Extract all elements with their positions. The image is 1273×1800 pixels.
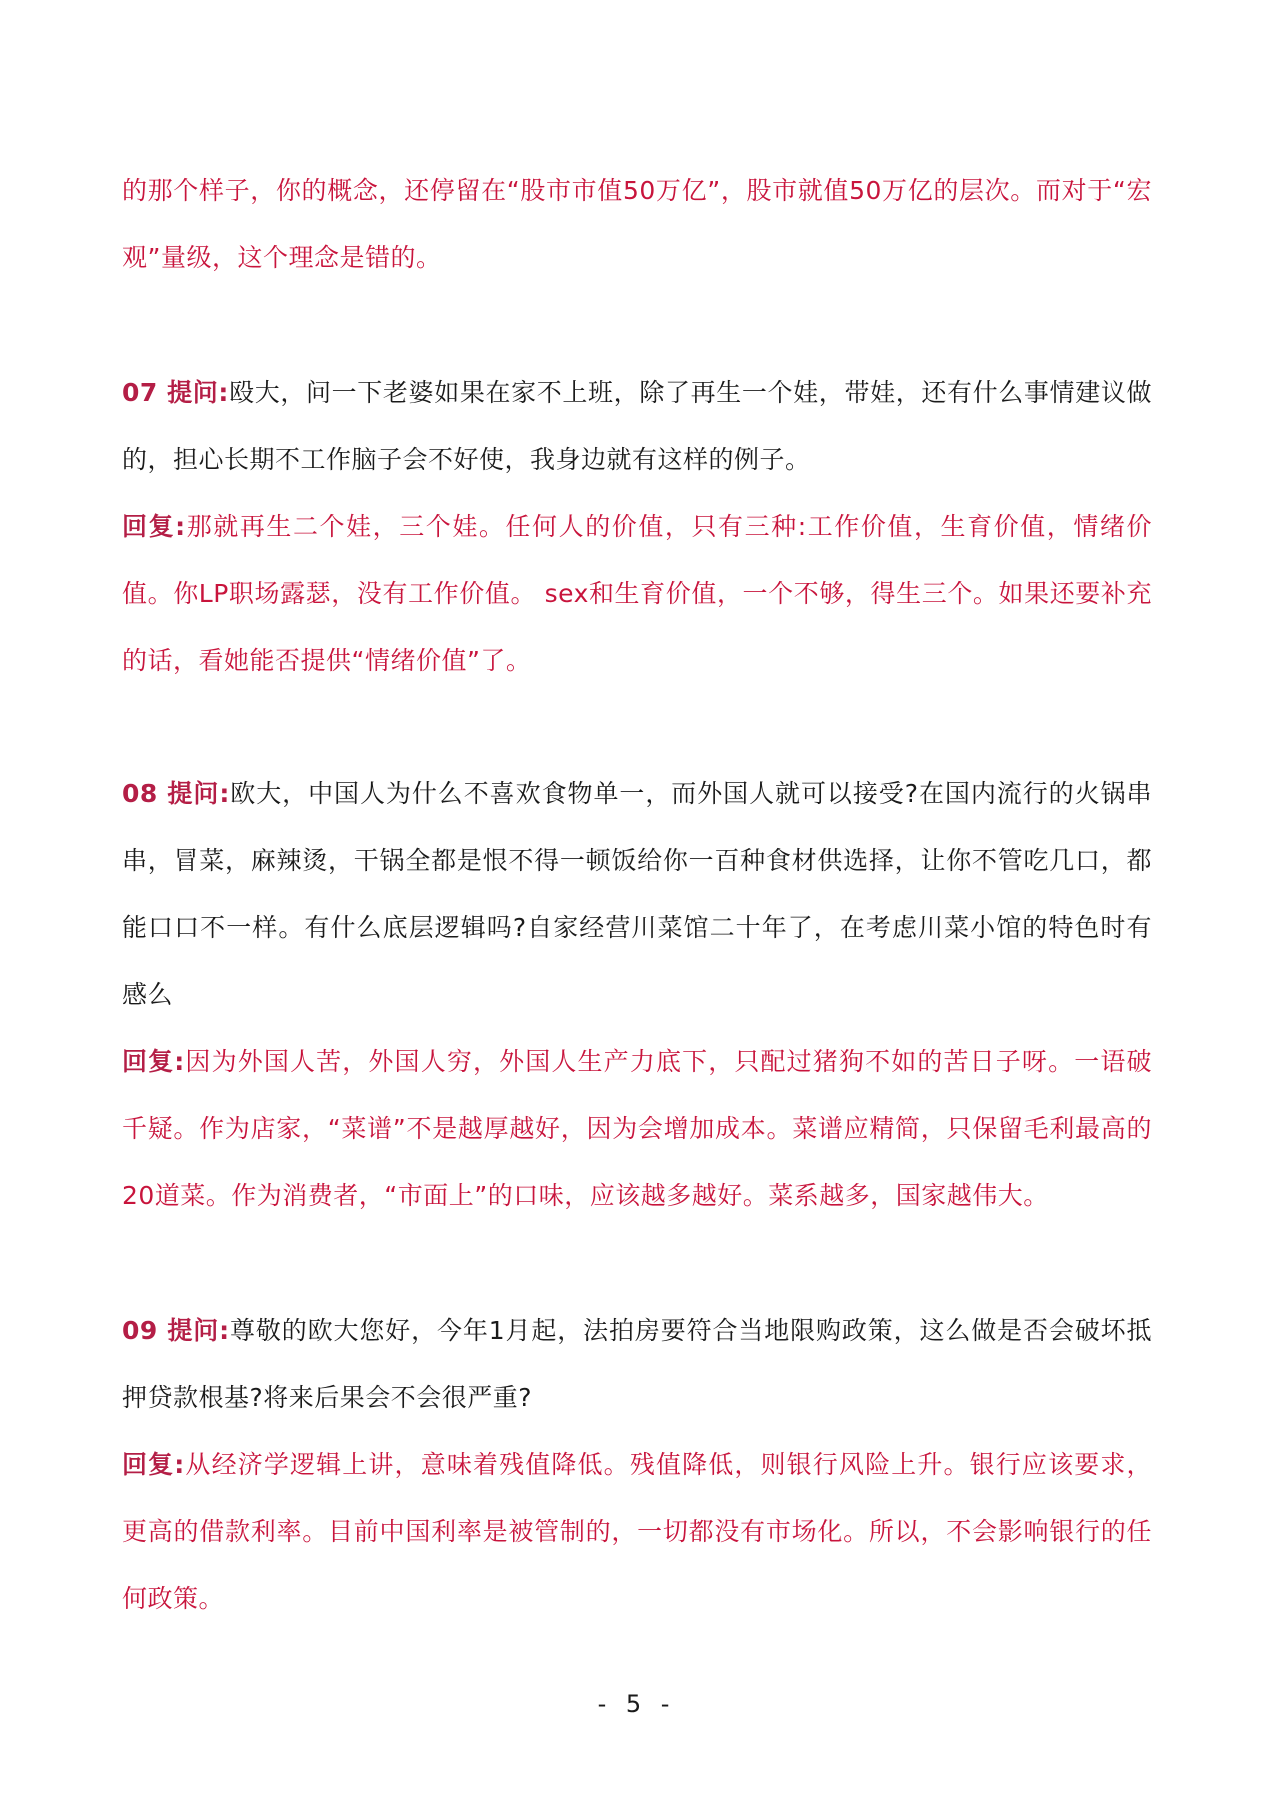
question-paragraph bbox=[122, 359, 1152, 493]
page-number: - 5 - bbox=[597, 1690, 676, 1718]
reply-text: 那就再生二个娃，三个娃。任何人的价值，只有三种:工作价值，生育价值，情绪价值。你LP职场露瑟，没有工作价值。 sex和生育价值，一个不够，得生三个。如果还要补充的话，看她能否提供“情绪价值”了。 bbox=[122, 512, 1152, 675]
intro-paragraph-block bbox=[122, 157, 1152, 291]
qa-item-09 bbox=[122, 1297, 1152, 1632]
reply-paragraph bbox=[122, 493, 1152, 694]
qa-item-08 bbox=[122, 760, 1152, 1229]
question-text: 欧大，中国人为什么不喜欢食物单一，而外国人就可以接受?在国内流行的火锅串串，冒菜，麻辣烫，干锅全都是恨不得一顿饭给你一百种食材供选择，让你不管吃几口，都能口口不一样。有什么底层逻辑吗?自家经营川菜馆二十年了，在考虑川菜小馆的特色时有感么 bbox=[122, 779, 1152, 1009]
reply-text: 从经济学逻辑上讲，意味着残值降低。残值降低，则银行风险上升。银行应该要求，更高的借款利率。目前中国利率是被管制的，一切都没有市场化。所以，不会影响银行的任何政策。 bbox=[122, 1450, 1152, 1613]
question-text: 殴大，问一下老婆如果在家不上班，除了再生一个娃，带娃，还有什么事情建议做的，担心长期不工作脑子会不好使，我身边就有这样的例子。 bbox=[122, 378, 1152, 474]
reply-paragraph bbox=[122, 1028, 1152, 1229]
question-paragraph bbox=[122, 1297, 1152, 1431]
reply-label: 回复: bbox=[122, 1450, 185, 1479]
reply-paragraph bbox=[122, 1431, 1152, 1632]
question-label: 07 提问: bbox=[122, 378, 229, 407]
question-text: 尊敬的欧大您好，今年1月起，法拍房要符合当地限购政策，这么做是否会破坏抵押贷款根基?将来后果会不会很严重? bbox=[122, 1316, 1152, 1412]
qa-item-07 bbox=[122, 359, 1152, 694]
question-label: 08 提问: bbox=[122, 779, 230, 808]
intro-paragraph: 的那个样子，你的概念，还停留在“股市市值50万亿”，股市就值50万亿的层次。而对于“宏观”量级，这个理念是错的。 bbox=[122, 176, 1152, 272]
reply-label: 回复: bbox=[122, 512, 186, 541]
reply-text: 因为外国人苦，外国人穷，外国人生产力底下，只配过猪狗不如的苦日子呀。一语破千疑。作为店家，“菜谱”不是越厚越好，因为会增加成本。菜谱应精简，只保留毛利最高的20道菜。作为消费者，“市面上”的口味，应该越多越好。菜系越多，国家越伟大。 bbox=[122, 1047, 1152, 1210]
question-label: 09 提问: bbox=[122, 1316, 230, 1345]
reply-label: 回复: bbox=[122, 1047, 185, 1076]
question-paragraph bbox=[122, 760, 1152, 1028]
